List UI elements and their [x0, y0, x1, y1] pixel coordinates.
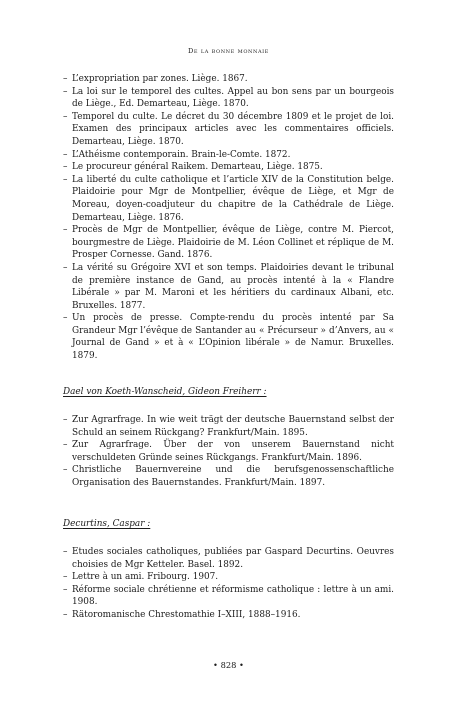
- section-heading-decurtins: Decurtins, Caspar :: [63, 519, 151, 529]
- list-item: – Rätoromanische Chrestomathie I–XIII, 1888–1916.: [63, 609, 394, 622]
- bibliography-list-3: [63, 546, 394, 622]
- running-head: De la bonne monnaie: [187, 47, 270, 55]
- list-item: – Christliche Bauernvereine und die berufsgenossenschaftliche Organisation des Bauernstandes. Frankfurt/Main. 1897.: [63, 464, 394, 489]
- list-item: – Le procureur général Raikem. Demarteau, Liège. 1875.: [63, 161, 394, 174]
- list-item: – Procès de Mgr de Montpellier, évêque de Liège, contre M. Piercot, bourgmestre de Liège. Plaidoirie de M. Léon Collinet et réplique de M. Prosper Cornesse. Gand. 1876.: [63, 224, 394, 262]
- list-item: – L’Athéisme contemporain. Brain-le-Comte. 1872.: [63, 149, 394, 162]
- list-item: – Zur Agrarfrage. In wie weit trägt der deutsche Bauernstand selbst der Schuld an seinem Rückgang? Frankfurt/Main. 1895.: [63, 414, 394, 439]
- bibliography-list-1: [63, 73, 394, 363]
- page-number: • 828 •: [213, 660, 244, 670]
- list-item: – La liberté du culte catholique et l’article XIV de la Constitution belge. Plaidoirie pour Mgr de Montpellier, évêque de Liège, et Mgr de Moreau, doyen-coadjuteur du chapitre de la Cathédrale de Liège. Demarteau, Liège. 1876.: [63, 174, 394, 224]
- list-item: – L’expropriation par zones. Liège. 1867.: [63, 73, 394, 86]
- list-item: – Etudes sociales catholiques, publiées par Gaspard Decurtins. Oeuvres choisies de Mgr Ketteler. Basel. 1892.: [63, 546, 394, 571]
- section-heading-dael: Dael von Koeth-Wanscheid, Gideon Freiherr :: [63, 387, 267, 397]
- list-item: – La loi sur le temporel des cultes. Appel au bon sens par un bourgeois de Liège., Ed. Demarteau, Liège. 1870.: [63, 86, 394, 111]
- list-item: – Un procès de presse. Compte-rendu du procès intenté par Sa Grandeur Mgr l’évêque de Santander au « Précurseur » d’Anvers, au « Journal de Gand » et à « L’Opinion libérale » de Namur. Bruxelles. 1879.: [63, 312, 394, 362]
- list-item: – Temporel du culte. Le décret du 30 décembre 1809 et le projet de loi. Examen des principaux articles avec les commentaires officiels. Demarteau, Liège. 1870.: [63, 111, 394, 149]
- list-item: – Zur Agrarfrage. Über der von unserem Bauernstand nicht verschuldeten Gründe seines Rückgangs. Frankfurt/Main. 1896.: [63, 439, 394, 464]
- bibliography-list-2: [63, 414, 394, 490]
- bibliography-block-3: [63, 546, 394, 622]
- bibliography-block-2: [63, 414, 394, 490]
- list-item: – Lettre à un ami. Fribourg. 1907.: [63, 571, 394, 584]
- list-item: – La vérité su Grégoire XVI et son temps. Plaidoiries devant le tribunal de première instance de Gand, au procès intenté à la « Flandre Libérale » par M. Maroni et les héritiers du cardinaux Albani, etc. Bruxelles. 1877.: [63, 262, 394, 312]
- list-item: – Réforme sociale chrétienne et réformisme catholique : lettre à un ami. 1908.: [63, 584, 394, 609]
- bibliography-block-1: [63, 73, 394, 363]
